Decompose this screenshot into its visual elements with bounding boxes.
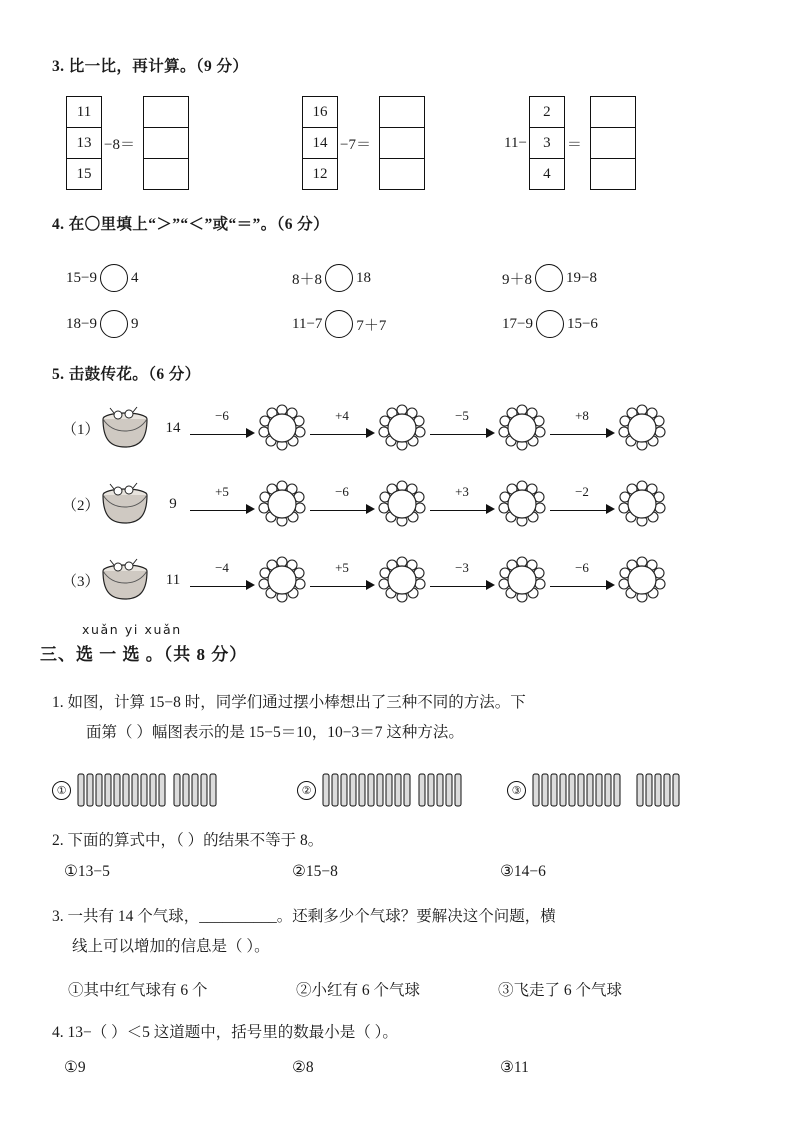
drum-icon	[96, 557, 154, 603]
q5-row-2-start: 9	[169, 495, 177, 512]
p3-q4-option-3[interactable]: ③11	[500, 1059, 529, 1076]
q5-row-1-start: 14	[165, 419, 181, 436]
q3-g1-n1: 11	[67, 97, 101, 128]
question-3-heading: 3. 比一比，再计算。（9 分）	[52, 58, 249, 75]
q5-r1-step-2: +4	[335, 408, 349, 423]
q5-r3-arrow-2	[306, 560, 378, 600]
q5-r2-step-1: +5	[215, 484, 229, 499]
q4-r2-i1-circle[interactable]	[100, 310, 128, 338]
figure-1-label: ①	[52, 781, 71, 800]
q4-row1-item2	[292, 264, 371, 292]
q4-row1-item1	[66, 264, 138, 292]
q5-r2-arrow-2	[306, 484, 378, 524]
q3-g2-answer-boxes[interactable]	[379, 96, 425, 190]
p3-q3-option-1[interactable]: ①其中红气球有 6 个	[68, 982, 208, 999]
q3-group-1	[66, 96, 189, 190]
p3-q3-option-2[interactable]: ②小红有 6 个气球	[296, 982, 421, 999]
figure-2-label: ②	[297, 781, 316, 800]
q5-r2-arrow-1	[186, 484, 258, 524]
p3-q1-line1: 1. 如图，计算 15−8 时，同学们通过摆小棒想出了三种不同的方法。下	[52, 694, 526, 711]
section-three-title: 三、选 一 选 。（共 8 分）	[40, 645, 248, 664]
q4-r1-i3-left: 9＋8	[502, 271, 533, 288]
flower-icon[interactable]	[618, 556, 666, 604]
q5-r2-step-2: −6	[335, 484, 349, 499]
q5-r2-arrow-4	[546, 484, 618, 524]
p3-q1-line2: 面第（ ）幅图表示的是 15−5＝10，10−3＝7 这种方法。	[86, 724, 464, 741]
p3-question-2: 2. 下面的算式中，（ ）的结果不等于 8。	[52, 832, 324, 849]
flower-icon[interactable]	[378, 556, 426, 604]
q5-r1-arrow-2	[306, 408, 378, 448]
p3-q2-option-3[interactable]: ③14−6	[500, 863, 546, 880]
p3-q3-line1: 3. 一共有 14 个气球，__________。还剩多少个气球？要解决这个问题，横	[52, 908, 556, 925]
q5-r1-step-4: +8	[575, 408, 589, 423]
figure-3-label: ③	[507, 781, 526, 800]
q3-g2-operator: −7＝	[340, 136, 371, 153]
q3-group-2	[302, 96, 425, 190]
p3-q2-option-1[interactable]: ①13−5	[64, 863, 110, 880]
q5-r3-step-4: −6	[575, 560, 589, 575]
q5-row-2	[62, 480, 666, 528]
q5-r1-arrow-4	[546, 408, 618, 448]
p3-q1-figure-3[interactable]	[507, 770, 716, 810]
p3-question-1	[52, 688, 752, 748]
q3-g1-n2: 13	[67, 128, 101, 159]
q4-r1-i2-circle[interactable]	[325, 264, 353, 292]
q5-row-3	[62, 556, 666, 604]
q5-r2-step-4: −2	[575, 484, 589, 499]
p3-q3-option-3[interactable]: ③飞走了 6 个气球	[498, 982, 623, 999]
q4-r1-i1-left: 15−9	[66, 269, 97, 286]
q4-r2-i2-circle[interactable]	[325, 310, 353, 338]
q3-g3-n3: 4	[543, 166, 551, 182]
q4-row2-item1	[66, 310, 138, 338]
q3-g1-a3[interactable]	[144, 159, 188, 189]
q5-r1-arrow-3	[426, 408, 498, 448]
flower-icon[interactable]	[258, 556, 306, 604]
q4-row1-item3	[502, 264, 597, 292]
q5-r2-step-3: +3	[455, 484, 469, 499]
q5-row-1	[62, 404, 666, 452]
q4-r2-i2-right: 7＋7	[356, 317, 387, 334]
q4-r1-i3-circle[interactable]	[535, 264, 563, 292]
flower-icon[interactable]	[498, 556, 546, 604]
p3-q4-option-2[interactable]: ②8	[292, 1059, 314, 1076]
question-5-heading: 5. 击鼓传花。（6 分）	[52, 366, 201, 383]
flower-icon[interactable]	[378, 480, 426, 528]
q3-g1-answer-boxes[interactable]	[143, 96, 189, 190]
q4-r1-i1-circle[interactable]	[100, 264, 128, 292]
q3-g2-n2: 14	[303, 128, 337, 159]
q3-group-1-numbers	[66, 96, 102, 190]
p3-q2-option-2[interactable]: ②15−8	[292, 863, 338, 880]
q3-g2-a1[interactable]	[380, 97, 424, 128]
flower-icon[interactable]	[618, 480, 666, 528]
q4-r1-i2-right: 18	[356, 269, 372, 286]
q4-r1-i2-left: 8＋8	[292, 271, 323, 288]
q5-row-3-start: 11	[165, 571, 181, 588]
p3-q1-figure-2[interactable]	[297, 770, 496, 810]
q5-r3-arrow-4	[546, 560, 618, 600]
q5-r1-arrow-1	[186, 408, 258, 448]
q5-r3-step-3: −3	[455, 560, 469, 575]
q4-r1-i3-right: 19−8	[566, 269, 597, 286]
flower-icon[interactable]	[498, 480, 546, 528]
p3-question-3	[52, 902, 752, 962]
q3-g3-a2[interactable]	[591, 128, 635, 159]
q4-r2-i1-right: 9	[130, 315, 139, 332]
q3-g3-operator: ＝	[566, 136, 582, 153]
q3-g3-a3[interactable]	[591, 159, 635, 189]
q4-r2-i3-circle[interactable]	[536, 310, 564, 338]
q3-g2-n3: 12	[312, 166, 328, 182]
q3-g2-n1: 16	[303, 97, 337, 128]
q4-row2-item3	[502, 310, 598, 338]
q4-r2-i2-left: 11−7	[292, 315, 323, 332]
q3-group-3-numbers	[529, 96, 565, 190]
q5-r2-arrow-3	[426, 484, 498, 524]
q3-g3-a1[interactable]	[591, 97, 635, 128]
q3-g2-a2[interactable]	[380, 128, 424, 159]
p3-q4-option-1[interactable]: ①9	[64, 1059, 86, 1076]
q4-r2-i3-left: 17−9	[502, 315, 533, 332]
drum-icon	[96, 481, 154, 527]
q3-g1-a1[interactable]	[144, 97, 188, 128]
drum-icon	[96, 405, 154, 451]
question-4-heading: 4. 在〇里填上“＞”“＜”或“＝”。（6 分）	[52, 216, 329, 233]
q5-r1-step-3: −5	[455, 408, 469, 423]
q5-r3-step-1: −4	[215, 560, 229, 575]
flower-icon[interactable]	[498, 404, 546, 452]
p3-q1-figures	[52, 770, 752, 820]
q4-r2-i3-right: 15−6	[566, 315, 598, 332]
flower-icon[interactable]	[378, 404, 426, 452]
q5-row-2-label: （2）	[62, 497, 100, 514]
q4-r2-i1-left: 18−9	[66, 315, 97, 332]
q5-r3-arrow-3	[426, 560, 498, 600]
flower-icon[interactable]	[618, 404, 666, 452]
q3-g3-prefix: 11−	[504, 134, 527, 151]
q3-g1-a2[interactable]	[144, 128, 188, 159]
q5-r1-step-1: −6	[215, 408, 229, 423]
p3-q3-line2: 线上可以增加的信息是（ ）。	[72, 938, 270, 955]
p3-question-4: 4. 13−（ ）＜5 这道题中，括号里的数最小是（ ）。	[52, 1024, 398, 1041]
q4-row2-item2	[292, 310, 386, 338]
flower-icon[interactable]	[258, 480, 306, 528]
q3-g3-n1: 2	[530, 97, 564, 128]
section-pinyin: xuǎn yi xuǎn	[82, 622, 182, 637]
q3-g1-operator: −8＝	[104, 136, 135, 153]
q4-r1-i1-right: 4	[130, 269, 139, 286]
q3-g1-n3: 15	[76, 166, 92, 182]
q3-g3-answer-boxes[interactable]	[590, 96, 636, 190]
q3-group-2-numbers	[302, 96, 338, 190]
q5-r3-arrow-1	[186, 560, 258, 600]
q5-row-3-label: （3）	[62, 573, 100, 590]
q5-row-1-label: （1）	[62, 421, 100, 438]
q3-g3-n2: 3	[530, 128, 564, 159]
flower-icon[interactable]	[258, 404, 306, 452]
q5-r3-step-2: +5	[335, 560, 349, 575]
q3-group-3	[502, 96, 636, 190]
p3-q1-figure-1[interactable]	[52, 770, 251, 810]
q3-g2-a3[interactable]	[380, 159, 424, 189]
